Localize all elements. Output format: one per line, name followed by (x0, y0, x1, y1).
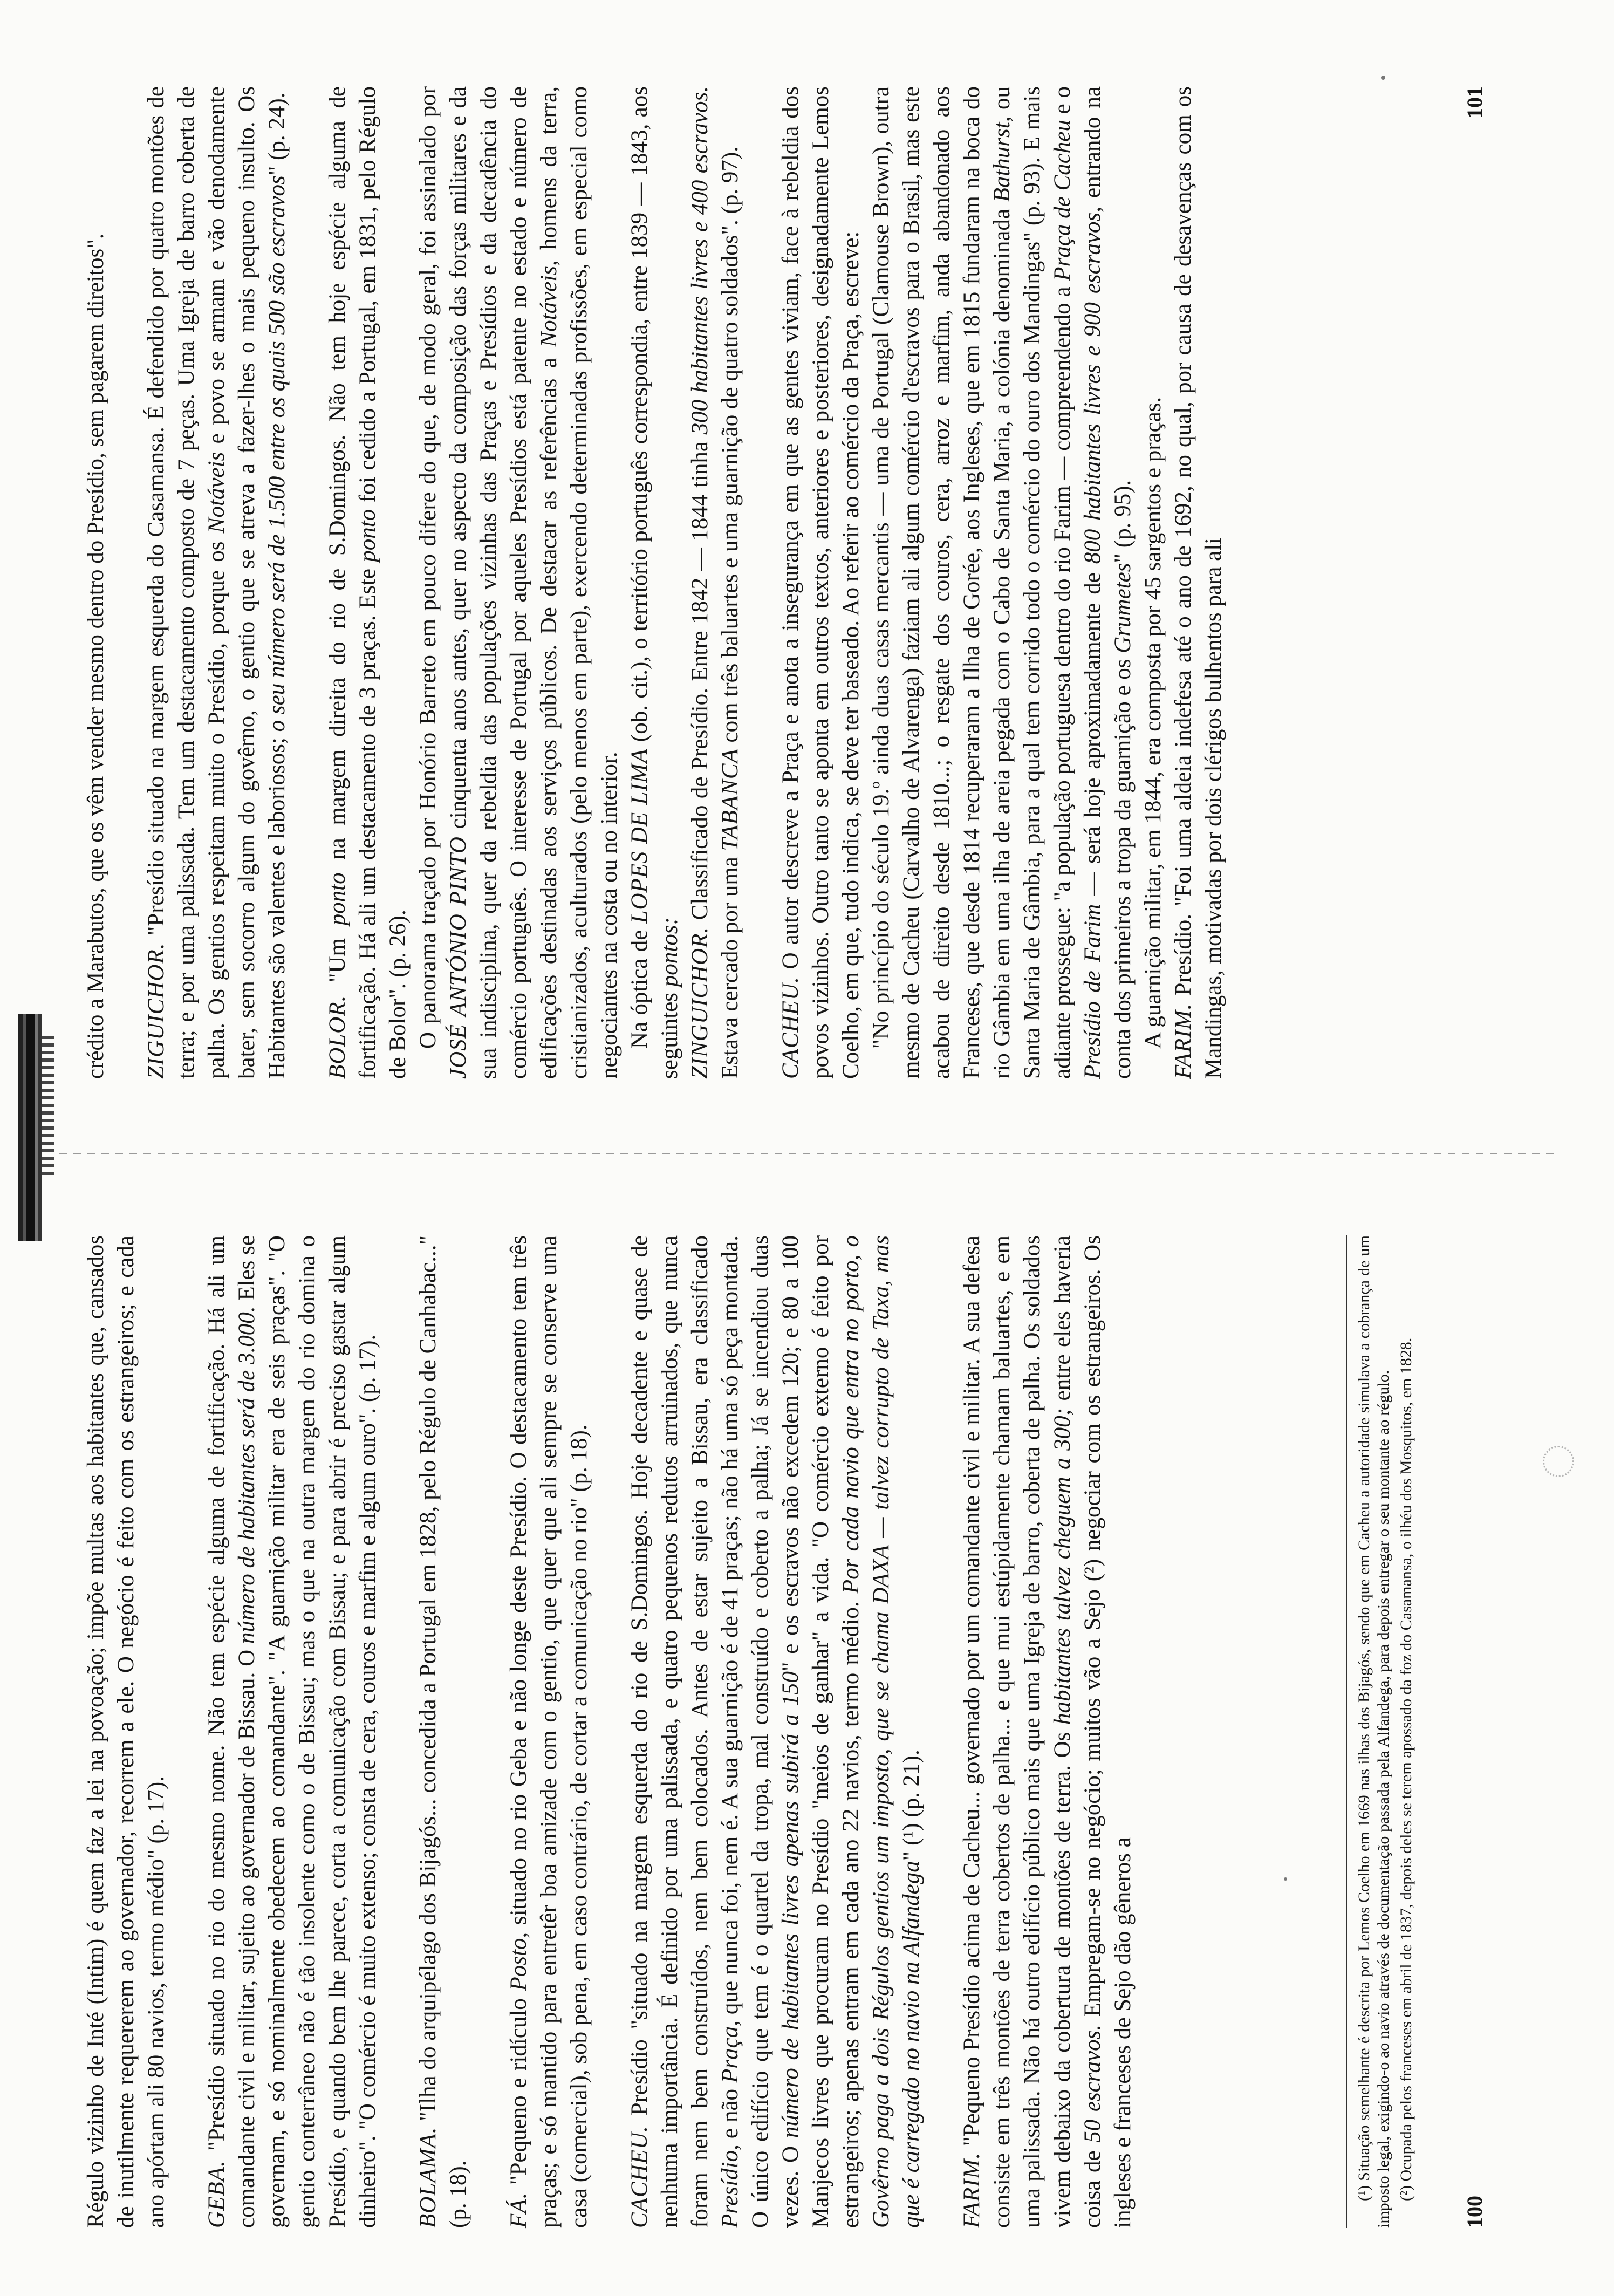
entry-name-geba: GEBA. (204, 2160, 229, 2228)
paragraph-continuation: crédito a Marabutos, que os vêm vender mesmo dentro do Presídio, sem pagarem direitos". (83, 233, 108, 1079)
paragraph-ziguichor: ZIGUICHOR. "Presídio situado na margem esquerda do Casamansa. É defendido por quatro montões de terra; e por uma palissada. Tem um destacamento composto de 7 peças. Uma Igreja de barro coberta de palha. Os gentios respeitam muito o Presídio, porque os Notáveis e povo se armam e vão denodamente bater, sem socorro algum do govêrno, o gentio que se atreva a fazer-lhes o mais pequeno insulto. Os Habitantes são valentes e laboriosos; o seu número será de 1.500 entre os quais 500 são escravos" (p. 24). (143, 86, 290, 1079)
paragraph-bolama: BOLAMA. "Ilha do arquipélago dos Bijagós... concedida a Portugal em 1828, pelo Régulo de Canhabac..." (p. 18). (415, 1235, 471, 2228)
entry-name-cacheu: CACHEU. (627, 2126, 652, 2228)
entry-name-ziguichor: ZIGUICHOR. (143, 942, 169, 1079)
page-number-left: 100 (1462, 2196, 1487, 2228)
footnote-2: (²) Ocupada pelos franceses em abril de 1837, depois deles se terem apossado da foz do Casamansa, o ilhéu dos Mosquitos, em 1828. (1397, 1337, 1415, 2201)
entry-name-bolor: BOLOR. (325, 995, 350, 1079)
entry-name-farim: FARIM. (959, 2152, 984, 2228)
gutter-fold-line (59, 1153, 1559, 1154)
footnote-1: (¹) Situação semelhante é descrita por Lemos Coelho em 1669 nas ilhas dos Bijagós, sendo que em Cacheu a autoridade simulava a cobrança de um imposto legal, exigindo-o ao navio através de documentação passada pela Alfandega, para depois entregar o seu montante ao régulo. (1355, 1235, 1392, 2228)
entry-name-cacheu-right: CACHEU. (778, 976, 803, 1079)
paragraph-farim-right: FARIM. Presídio. "Foi uma aldeia indefesa até o ano de 1692, no qual, por causa de desavenças com os Mandingas, motivadas por dois clérigos bulhentos para ali (1171, 86, 1226, 1079)
paragraph-cacheu-right: CACHEU. O autor descreve a Praça e anota a insegurança em que as gentes viviam, face à rebeldia dos povos vizinhos. Outro tanto se aponta em outros textos, anteriores e posteriores, designadamente Lemos Coelho, em que, tudo indica, se deve ter baseado. Ao referir ao comércio da Praça, escreve: (778, 86, 864, 1079)
page-number-right: 101 (1462, 86, 1487, 119)
entry-name-farim-right: FARIM. (1171, 1003, 1196, 1079)
footnotes (1346, 1235, 1419, 2228)
paragraph-cacheu: CACHEU. Presídio "situado na margem esquerda do rio de S.Domingos. Hoje decadente e quase de nenhuma importância. É definido por uma palissada, e quatro pequenos redutos arruinados, que nunca foram nem bem construídos, nem bem colocados. Antes de estar sujeito a Bissau, era classificado Presídio, e não Praça, que nunca foi, nem é. A sua guarnição é de 41 praças; não há uma só peça montada. O único edifício que tem é o quartel da tropa, mal construído e coberto a palha; Já se incendiou duas vezes. O número de habitantes livres apenas subirá a 150" e os escravos não excedem 120; e 80 a 100 Manjecos livres que procuram no Presídio "meios de ganhar" a vida. "O comércio externo é feito por estrangeiros; apenas entram em cada ano 22 navios, termo médio. Por cada navio que entra no porto, o Govêrno paga a dois Régulos gentios um imposto, que se chama DAXA — talvez corrupto de Taxa, mas que é carregado no navio na Alfandega" (¹) (p. 21). (627, 1235, 924, 2228)
paragraph-fa: FÁ. "Pequeno e ridículo Posto, situado no rio Geba e não longe deste Presídio. O destacamento tem três praças; e só mantido para entretêr boa amizade com o gentio, que quer que ali sempre se conserve uma casa (comercial), sob pena, em caso contrário, de cortar a comunicação no rio" (p. 18). (506, 1235, 592, 2228)
right-page (81, 86, 1537, 1079)
binding-edge-mark (18, 1014, 42, 1241)
paragraph-garrison: A guarnição militar, em 1844, era composta por 45 sargentos e praças. (1140, 397, 1166, 1049)
entry-name-fa: FÁ. (506, 2192, 531, 2228)
paragraph-zinguichor: ZINGUICHOR. Classificado de Presídio. Entre 1842 — 1844 tinha 300 habitantes livres e 400 escravos. Estava cercado por uma TABANCA com três baluartes e uma guarnição de quatro soldados". (p. 97). (687, 86, 743, 1079)
left-page-body (81, 1235, 1138, 2228)
paragraph-cacheu-quote: "No princípio do século 19.º ainda duas casas mercantis — uma de Portugal (Clamouse Brown), outra mesmo de Cacheu (Carvalho de Alvarenga) faziam ali algum comércio d'escravos para o Brasil, mas este acabou de direito desde 1810...; o resgate dos couros, cera, arroz e marfim, anda abandonado aos Franceses, que desde 1814 recuperaram a Ilha de Gorée, aos Ingleses, que em 1815 fundaram na boca do rio Gâmbia em uma ilha de areia pegada com o Cabo de Santa Maria, a colónia denominada Bathurst, ou Santa Maria de Gâmbia, para a qual tem corrido todo o comércio do ouro dos Mandingas" (p. 93). E mais adiante prossegue: "a população portuguesa dentro do rio Farim — compreendendo a Praça de Cacheu e o Presídio de Farim — será hoje aproximadamente de 800 habitantes livres e 900 escravos, entrando na conta dos primeiros a tropa da guarnição e os Grumetes" (p. 95). (868, 86, 1136, 1079)
paragraph-intim: Régulo vizinho de Inté (Intim) é quem faz a lei na povoação; impõe multas aos habitantes que, cansados de inutilmente requererem ao governador, recorrem a ele. O negócio é feito com os estrangeiros; e cada ano apórtam ali 80 navios, termo médio" (p. 17). (83, 1235, 169, 2228)
entry-name-bolama: BOLAMA. (415, 2127, 441, 2228)
right-page-body (81, 86, 1229, 1079)
left-page (81, 1235, 1537, 2228)
paragraph-bolor: BOLOR. "Um ponto na margem direita do rio de S.Domingos. Não tem hoje espécie alguma de fortificação. Há ali um destacamento de 3 praças. Este ponto foi cedido a Portugal, em 1831, pelo Régulo de Bolor". (p. 26). (325, 86, 411, 1079)
paragraph-lopes-de-lima: Na óptica de LOPES DE LIMA (ob. cit.), o território português correspondia, entre 1839 — 1843, aos seguintes pontos: (627, 86, 682, 1079)
library-stamp-mark (1543, 1446, 1574, 1477)
book-spread-rotated (81, 70, 1537, 2228)
paragraph-panorama: O panorama traçado por Honório Barreto em pouco difere do que, de modo geral, foi assinalado por JOSÉ ANTÓNIO PINTO cinquenta anos antes, quer no aspecto da composição das forças militares e da sua indisciplina, quer da rebeldia das populações vizinhas das Praças e Presídios e da decadência do comércio português. O interesse de Portugal por aqueles Presídios está patente no estado e número de edificações destinadas aos serviços públicos. De destacar as referências a Notáveis, homens da terra, cristianizados, aculturados (pelo menos em parte), exercendo determinadas profissões, em especial como negociantes na costa ou no interior. (415, 86, 622, 1079)
paragraph-geba: GEBA. "Presídio situado no rio do mesmo nome. Não tem espécie alguma de fortificação. Há ali um comandante civil e militar, sujeito ao governador de Bissau. O número de habitantes será de 3.000. Eles se governam, e só nominalmente obedecem ao comandante". "A guarnição militar era de seis praças". "O gentio conterrâneo não é tão insolente como o de Bissau; mas o que na outra margem do rio domina o Presídio, e quando bem lhe parece, corta a comunicação com Bissau; e para abrir é preciso gastar algum dinheiro". "O comércio é muito extenso; consta de cera, couros e marfim e algum ouro". (p. 17). (204, 1235, 380, 2228)
paragraph-farim: FARIM. "Pequeno Presídio acima de Cacheu... governado por um comandante civil e militar. A sua defesa consiste em três montões de terra cobertos de palha... e que mui estúpidamente chamam baluartes, e em uma palissada. Não há outro edifício público mais que uma Igreja de barro, coberta de palha. Os soldados vivem debaixo da cobertura de montões de terra. Os habitantes talvez cheguem a 300; entre eles haveria coisa de 50 escravos. Empregam-se no negócio; muitos vão a Sejo (²) negociar com os estrangeiros. Os ingleses e franceses de Sejo dão gêneros a (959, 1235, 1136, 2228)
entry-name-zinguichor: ZINGUICHOR. (687, 926, 713, 1079)
